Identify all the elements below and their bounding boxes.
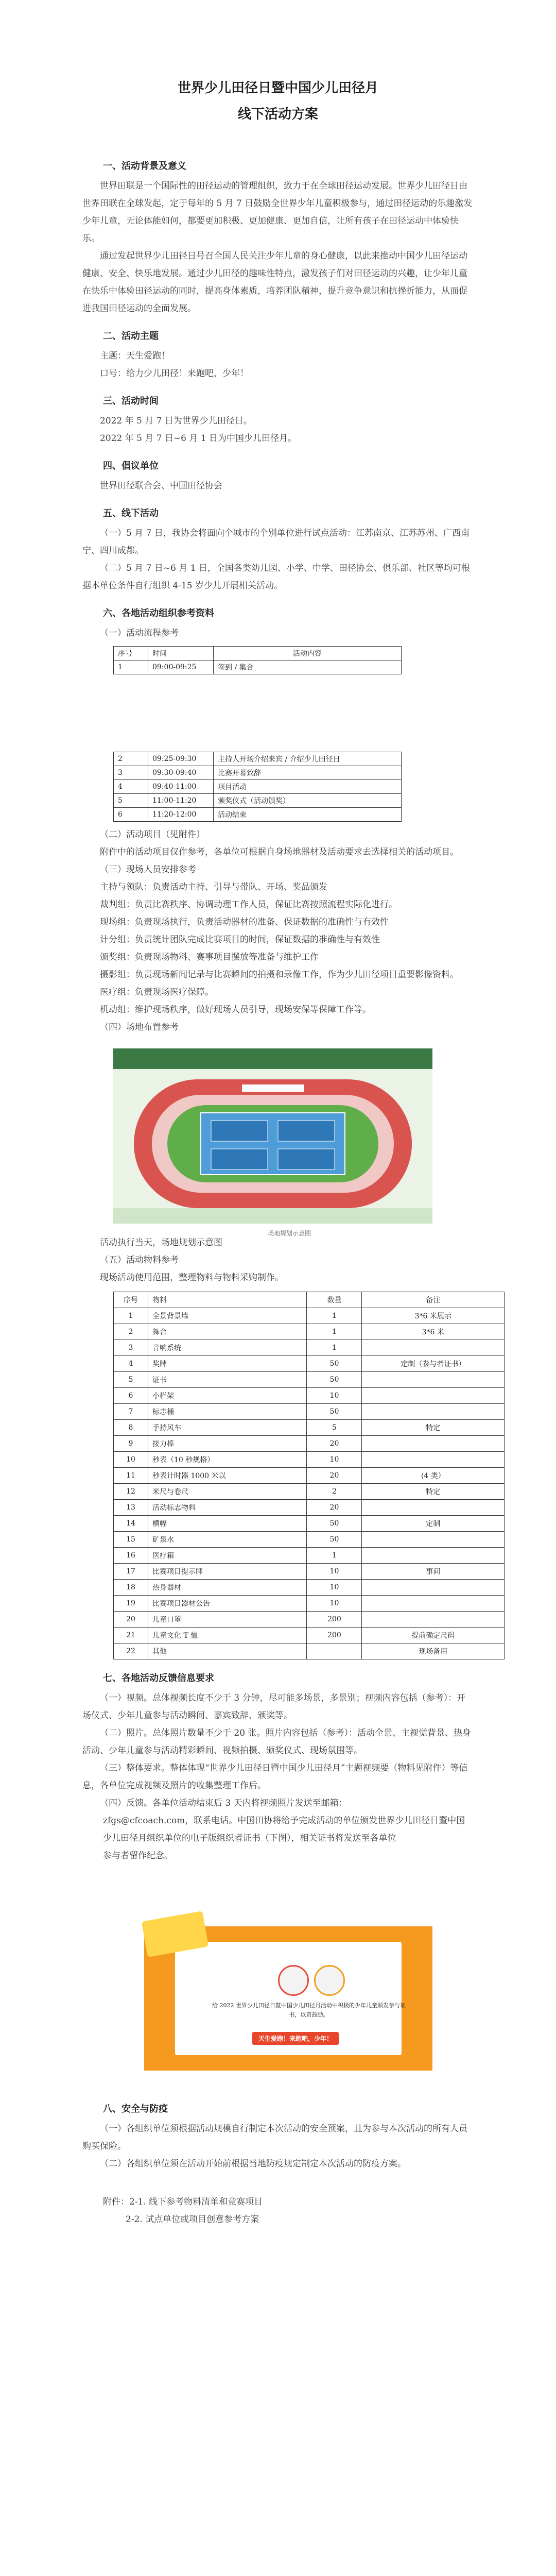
table-cell: 事间: [362, 1564, 505, 1580]
table-cell: 3*6 米展示: [362, 1308, 505, 1324]
table-cell: 手持风车: [148, 1420, 307, 1436]
activity-items-label: （二）活动项目（见附件）: [100, 829, 205, 840]
table-cell: 11: [114, 1468, 148, 1484]
table-cell: 13: [114, 1500, 148, 1516]
flow-table-1: [113, 646, 402, 674]
table-cell: 11:00-11:20: [148, 794, 214, 808]
table-cell: 颁奖仪式（活动颁奖）: [214, 794, 402, 808]
table-cell: 音响系统: [148, 1340, 307, 1356]
table-cell: 2: [114, 752, 148, 766]
table-header-cell: 备注: [362, 1292, 505, 1308]
feedback-keepsake: 参与者留作纪念。: [103, 1851, 173, 1861]
table-row: [114, 660, 402, 674]
caa-logo-icon: [314, 1965, 345, 1996]
table-row: [114, 1643, 505, 1659]
table-cell: 热身器材: [148, 1580, 307, 1596]
table-cell: 1: [307, 1340, 362, 1356]
feedback-contact: zfgs@cfcoach.com，联系电话。中国田协将给予完成活动的单位颁发世界少儿田径日暨中国少儿田径月组织单位的电子版组织者证书（下图），相关证书将发送至各单位: [103, 1816, 465, 1843]
table-cell: [362, 1388, 505, 1404]
table-cell: 19: [114, 1596, 148, 1612]
table-cell: 秒表（10 秒规格）: [148, 1452, 307, 1468]
attachment-2: 2-2. 试点单位或项目创意参考方案: [126, 2214, 259, 2225]
table-cell: 10: [307, 1388, 362, 1404]
table-cell: [362, 1404, 505, 1420]
table-row: [114, 1340, 505, 1356]
table-cell: 1: [114, 1308, 148, 1324]
table-cell: 横幅: [148, 1516, 307, 1532]
table-cell: [362, 1452, 505, 1468]
table-cell: 15: [114, 1532, 148, 1548]
table-cell: 秒表计时器 1000 米以: [148, 1468, 307, 1484]
table-cell: 22: [114, 1643, 148, 1659]
table-cell: 活动标志物料: [148, 1500, 307, 1516]
table-cell: 50: [307, 1532, 362, 1548]
table-cell: [362, 1340, 505, 1356]
venue-reference-label: （四）场地布置参考: [100, 1022, 179, 1032]
materials-reference-label: （五）活动物料参考: [100, 1255, 179, 1265]
table-cell: 09:40-11:00: [148, 780, 214, 794]
section-theme-para-1: 主题：天生爱跑！: [100, 351, 170, 361]
table-row: [114, 766, 402, 780]
table-row: [114, 1516, 505, 1532]
activity-items-note: 附件中的活动项目仅作参考，各单位可根据自身场地器材及活动要求去选择相关的活动项目。: [100, 847, 459, 857]
table-row: [114, 1372, 505, 1388]
table-cell: 9: [114, 1436, 148, 1452]
table-row: [114, 1548, 505, 1564]
table-cell: 比赛项目器材公告: [148, 1596, 307, 1612]
table-row: [114, 1500, 505, 1516]
table-header-cell: 活动内容: [214, 647, 402, 660]
table-cell: 50: [307, 1356, 362, 1372]
table-row: [114, 1564, 505, 1580]
table-cell: [362, 1548, 505, 1564]
table-cell: 比赛项目提示牌: [148, 1564, 307, 1580]
table-cell: 1: [307, 1308, 362, 1324]
table-cell: 现场备用: [362, 1643, 505, 1659]
table-cell: 20: [307, 1500, 362, 1516]
table-row: [114, 1420, 505, 1436]
table-cell: 2: [114, 1324, 148, 1340]
table-cell: 6: [114, 808, 148, 822]
table-row: [114, 1580, 505, 1596]
staff-host: 主持与领队：负责活动主持、引导与带队、开场、奖品颁发: [100, 882, 327, 892]
table-cell: 比赛开幕致辞: [214, 766, 402, 780]
table-row: [114, 1404, 505, 1420]
feedback-overall: （三）整体要求。整体体现“世界少儿田径日暨中国少儿田径月”主题视频要（物料见附件）等信息，各单位完成视频及照片的收集整理工作后。: [82, 1763, 468, 1791]
table-cell: 提前确定尺码: [362, 1628, 505, 1643]
section-theme-para-2: 口号：给力少儿田径！来跑吧，少年！: [100, 368, 249, 379]
table-cell: 7: [114, 1404, 148, 1420]
table-cell: 18: [114, 1580, 148, 1596]
venue-plan-image: [113, 1048, 432, 1237]
section-background-heading: 一、活动背景及意义: [103, 161, 186, 172]
venue-plan-illustration: [113, 1048, 432, 1224]
table-cell: 1: [307, 1324, 362, 1340]
section-initiators-para-1: 世界田径联合会、中国田径协会: [100, 481, 222, 491]
table-cell: 其他: [148, 1643, 307, 1659]
table-cell: 特定: [362, 1420, 505, 1436]
table-cell: 6: [114, 1388, 148, 1404]
table-cell: 矿泉水: [148, 1532, 307, 1548]
table-cell: [362, 1596, 505, 1612]
section-initiators-heading: 四、倡议单位: [103, 461, 159, 471]
table-cell: 12: [114, 1484, 148, 1500]
table-cell: [362, 1580, 505, 1596]
table-cell: (4 类）: [362, 1468, 505, 1484]
section-background-para-2: 通过发起世界少儿田径日号召全国人民关注少年儿童的身心健康，以此来推动中国少儿田径运动健康、安全、快乐地发展。通过少儿田径的趣味性特点，激发孩子们对田径运动的兴趣，让少年儿童在快乐中体验田径运动的同时，提高身体素质，培养团队精神，提升竞争意识和抗挫折能力，从而促进我国田径运动的全面发展。: [82, 251, 467, 314]
table-header-cell: 时间: [148, 647, 214, 660]
table-row: [114, 1484, 505, 1500]
table-cell: 米尺与卷尺: [148, 1484, 307, 1500]
flow-table-2: [113, 752, 402, 822]
document-title: 世界少儿田径日暨中国少儿田径月: [177, 80, 378, 96]
table-header-cell: 物料: [148, 1292, 307, 1308]
table-cell: [362, 1436, 505, 1452]
table-header-cell: 序号: [114, 1292, 148, 1308]
section-safety-heading: 八、安全与防疫: [103, 2104, 168, 2114]
table-cell: 医疗箱: [148, 1548, 307, 1564]
table-cell: 10: [307, 1580, 362, 1596]
table-row: [114, 1596, 505, 1612]
table-cell: [362, 1372, 505, 1388]
section-reference-heading: 六、各地活动组织参考资料: [103, 608, 214, 619]
table-cell: 4: [114, 1356, 148, 1372]
section-offline-para-2: （二）5 月 7 日~6 月 1 日，全国各类幼儿园、小学、中学、田径协会、俱乐部、社区等均可根据本单位条件自行组织 4-15 岁少儿开展相关活动。: [82, 563, 470, 591]
venue-plan-note: 活动执行当天，场地规划示意图: [100, 1238, 222, 1248]
section-offline-heading: 五、线下活动: [103, 508, 159, 519]
table-cell: 10: [307, 1596, 362, 1612]
table-cell: 3: [114, 1340, 148, 1356]
table-row: [114, 1452, 505, 1468]
attachment-1: 附件：2-1. 线下参考物料清单和竞赛项目: [103, 2197, 263, 2207]
safety-para-2: （二）各组织单位须在活动开始前根据当地防疫规定制定本次活动的防疫方案。: [100, 2159, 406, 2169]
table-row: [114, 752, 402, 766]
table-row: [114, 647, 402, 660]
section-feedback-heading: 七、各地活动反馈信息要求: [103, 1673, 214, 1684]
certificate-text: 给 2022 世界少儿田径日暨中国少儿田径月活动中积极的少年儿童颁发参与证书，以资鼓励。: [212, 2002, 406, 2018]
certificate-image: [144, 1926, 432, 2071]
table-row: [114, 1532, 505, 1548]
table-cell: 证书: [148, 1372, 307, 1388]
staff-mobile: 机动组：维护现场秩序，做好现场人员引导，现场安保等保障工作等。: [100, 1005, 371, 1015]
feedback-photo: （二）照片。总体照片数量不少于 20 张。照片内容包括（参考）：活动全景、主视觉背景、热身活动、少年儿童参与活动精彩瞬间、视频拍摄、颁奖仪式、现场氛围等。: [82, 1728, 471, 1756]
table-cell: 200: [307, 1628, 362, 1643]
table-cell: 50: [307, 1372, 362, 1388]
table-row: [114, 1324, 505, 1340]
feedback-video: （一）视频。总体视频长度不少于 3 分钟，尽可能多场景，多景别；视频内容包括（参考）：开场仪式、少年儿童参与活动瞬间、嘉宾致辞、颁奖等。: [82, 1693, 466, 1721]
table-row: [114, 780, 402, 794]
section-background-para-1: 世界田联是一个国际性的田径运动的管理组织，致力于在全球田径运动发展。世界少儿田径日由世界田联在全球发起，定于每年的 5 月 7 日鼓励全世界少年儿童积极参与，通过田径运动的乐趣激发少年儿童，无论体能如何，都要更加积极、更加健康、更加自信，让所有孩子在田径运动中体验快乐。: [82, 181, 473, 244]
table-cell: 5: [307, 1420, 362, 1436]
staff-reference-label: （三）现场人员安排参考: [100, 865, 196, 875]
table-cell: 2: [307, 1484, 362, 1500]
table-cell: [362, 1500, 505, 1516]
table-row: [114, 808, 402, 822]
table-cell: 5: [114, 794, 148, 808]
flow-reference-label: （一）活动流程参考: [100, 628, 179, 638]
safety-para-1: （一）各组织单位须根据活动规模自行制定本次活动的安全预案，且为参与本次活动的所有人员购买保险。: [82, 2124, 467, 2151]
table-cell: 项目活动: [214, 780, 402, 794]
table-cell: 50: [307, 1516, 362, 1532]
table-row: [114, 1292, 505, 1308]
table-cell: 10: [307, 1564, 362, 1580]
table-cell: 1: [307, 1548, 362, 1564]
table-cell: 21: [114, 1628, 148, 1643]
section-time-para-1: 2022 年 5 月 7 日为世界少儿田径日。: [100, 416, 252, 426]
table-cell: 20: [307, 1436, 362, 1452]
table-row: [114, 1628, 505, 1643]
table-cell: 09:00-09:25: [148, 660, 214, 674]
table-row: [114, 1356, 505, 1372]
table-cell: 定制（参与者证书）: [362, 1356, 505, 1372]
table-cell: 奖牌: [148, 1356, 307, 1372]
certificate-card: [175, 1942, 406, 2055]
table-row: [114, 1436, 505, 1452]
table-row: [114, 1308, 505, 1324]
table-cell: 14: [114, 1516, 148, 1532]
table-cell: 09:30-09:40: [148, 766, 214, 780]
table-cell: 17: [114, 1564, 148, 1580]
section-offline-para-1: （一）5 月 7 日，我协会将面向个城市的个别单位进行试点活动：江苏南京、江苏苏州、广西南宁、四川成都。: [82, 528, 470, 556]
table-cell: 16: [114, 1548, 148, 1564]
venue-plan-caption: 场地规划示意图: [268, 1230, 311, 1237]
table-cell: 5: [114, 1372, 148, 1388]
wa-logo-icon: [278, 1965, 309, 1996]
table-header-cell: 数量: [307, 1292, 362, 1308]
table-cell: [362, 1532, 505, 1548]
materials-note: 现场活动使用范围，整理物料与物料采购制作。: [100, 1273, 284, 1283]
table-row: [114, 794, 402, 808]
table-cell: 11:20-12:00: [148, 808, 214, 822]
table-cell: 20: [307, 1468, 362, 1484]
table-cell: 舞台: [148, 1324, 307, 1340]
table-cell: 1: [114, 660, 148, 674]
staff-photo: 摄影组：负责现场新闻记录与比赛瞬间的拍摄和录像工作，作为少儿田径项目重要影像资料。: [100, 970, 459, 980]
table-row: [114, 1612, 505, 1628]
staff-medical: 医疗组：负责现场医疗保障。: [100, 987, 214, 997]
section-theme-heading: 二、活动主题: [103, 331, 159, 342]
table-cell: 小栏架: [148, 1388, 307, 1404]
table-cell: 签到 / 集合: [214, 660, 402, 674]
table-cell: 活动结束: [214, 808, 402, 822]
table-cell: 全景背景墙: [148, 1308, 307, 1324]
table-cell: 50: [307, 1404, 362, 1420]
staff-scoring: 计分组：负责统计团队完成比赛项目的时间，保证数据的准确性与有效性: [100, 935, 380, 945]
section-time-para-2: 2022 年 5 月 7 日~6 月 1 日为中国少儿田径月。: [100, 433, 297, 444]
table-header-cell: 序号: [114, 647, 148, 660]
materials-table: [113, 1292, 505, 1659]
table-cell: 儿童口罩: [148, 1612, 307, 1628]
table-cell: 3*6 米: [362, 1324, 505, 1340]
table-cell: 3: [114, 766, 148, 780]
table-cell: 10: [307, 1452, 362, 1468]
table-cell: 特定: [362, 1484, 505, 1500]
staff-awards: 颁奖组：负责现场物料、赛事项目摆放等准备与维护工作: [100, 952, 319, 962]
table-row: [114, 1468, 505, 1484]
table-cell: 标志桶: [148, 1404, 307, 1420]
staff-site: 现场组：负责现场执行，负责活动器材的准备、保证数据的准确性与有效性: [100, 917, 389, 927]
document-subtitle: 线下活动方案: [237, 107, 318, 122]
section-time-heading: 三、活动时间: [103, 396, 159, 406]
table-cell: 200: [307, 1612, 362, 1628]
table-cell: 09:25-09:30: [148, 752, 214, 766]
table-cell: 主持人开场介绍来宾 / 介绍少儿田径日: [214, 752, 402, 766]
table-row: [114, 1388, 505, 1404]
table-cell: [362, 1612, 505, 1628]
table-cell: 儿童文化 T 恤: [148, 1628, 307, 1643]
feedback-submit: （四）反馈。各单位活动结束后 3 天内将视频照片发送至邮箱：: [100, 1798, 348, 1808]
certificate-badge: 天生爱跑！来跑吧，少年！: [252, 2032, 339, 2045]
table-cell: 接力棒: [148, 1436, 307, 1452]
table-cell: 8: [114, 1420, 148, 1436]
table-cell: 20: [114, 1612, 148, 1628]
table-cell: 定制: [362, 1516, 505, 1532]
table-cell: 10: [114, 1452, 148, 1468]
staff-referee: 裁判组：负责比赛秩序、协调助理工作人员，保证比赛按照流程实际化进行。: [100, 900, 397, 910]
table-cell: [307, 1643, 362, 1659]
table-cell: 4: [114, 780, 148, 794]
